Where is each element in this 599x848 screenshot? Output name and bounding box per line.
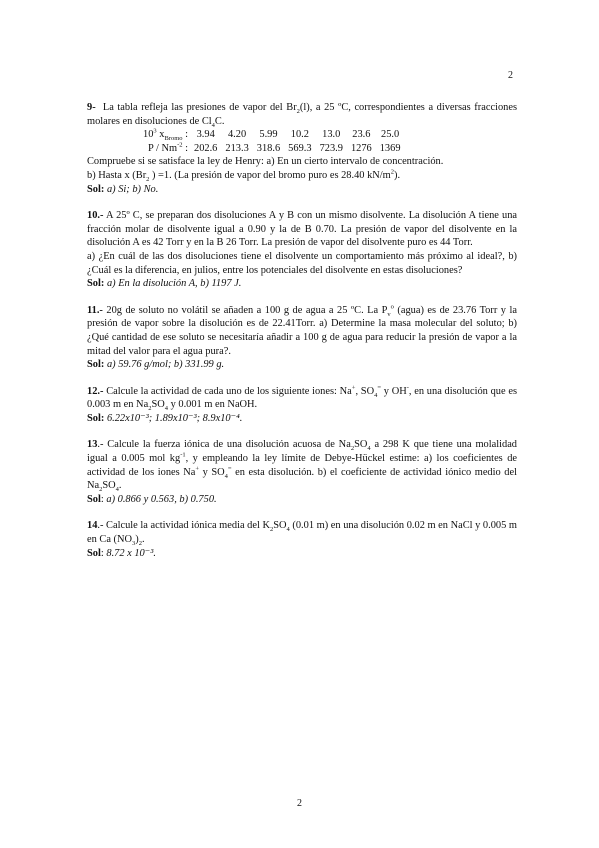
superscript: -1: [180, 451, 186, 459]
problem-number: 13: [87, 439, 98, 451]
solution-label: Sol:: [87, 412, 105, 424]
subscript: 4: [115, 486, 119, 494]
problem-text: ).: [394, 169, 401, 181]
problem-text: en esta disolución. b) el coeficiente de actividad iónico medio del Na: [87, 466, 517, 492]
problem-text: 20g de soluto no volátil se añaden a 100 g de agua a 25 ºC. La P: [106, 304, 388, 316]
solution-value: a) 59.76 g/mol; b) 331.99 g.: [106, 359, 225, 371]
problem-text: , y empleando la ley límite de Debye-Hückel estime: a) los coeficientes de actividad de los iones Na: [87, 453, 517, 478]
problem-11: [87, 304, 517, 372]
table-row-mole-fraction: [139, 128, 405, 142]
table-cell: 318.6: [256, 142, 281, 154]
solution-value: a) En la disolución A, b) 1197 J.: [106, 278, 242, 290]
problem-text: (l), a 25 ºC, correspondientes a diversas fracciones molares en disoluciones de Cl: [87, 102, 517, 127]
table-cell: 23.6: [352, 129, 371, 141]
solution: [87, 547, 517, 561]
table-cell: 25.0: [381, 129, 400, 141]
subscript: v: [387, 310, 391, 318]
problem-text: C.: [214, 115, 225, 127]
table-cell: 1276: [350, 142, 372, 154]
table-row-pressure: [139, 142, 405, 156]
table-cell: 202.6: [194, 142, 218, 154]
subscript: 2: [138, 540, 142, 548]
problem-10-statement: [87, 209, 517, 250]
problem-text: SO: [151, 399, 165, 411]
subscript: 4: [224, 472, 228, 480]
subscript: 3: [132, 540, 136, 548]
problem-number: 14: [87, 520, 98, 532]
superscript: =: [377, 384, 382, 392]
solution-label: Sol:: [87, 359, 105, 371]
problem-text: , SO: [355, 385, 375, 397]
problem-number: 11.-: [87, 304, 103, 316]
problem-text: a) ¿En cuál de las dos disoluciones tiene el disolvente un comportamiento más próximo al ideal?, b) ¿Cuál es la diferencia, en julios, entre los potenciales del disolvente en estas disoluciones?: [87, 250, 517, 276]
label-text: 10: [143, 129, 154, 141]
table-cell: 10.2: [290, 129, 309, 141]
problem-14: [87, 519, 517, 560]
superscript: -: [406, 384, 409, 392]
solution-label: Sol: [87, 547, 101, 559]
solution-colon: :: [100, 547, 107, 559]
subscript: 2: [148, 405, 152, 413]
superscript: 3: [153, 127, 157, 135]
subscript: 2: [269, 526, 274, 534]
problem-text: (0.01 m) en una disolución 0.02 m en NaCl y 0.005 m en Ca (NO: [87, 520, 518, 546]
solution-value: a) 0.866 y 0.563, b) 0.750.: [106, 493, 217, 505]
problem-10: [87, 209, 517, 291]
solution: [87, 358, 517, 372]
problem-text: La tabla refleja las presiones de vapor del Br: [102, 102, 297, 113]
solution: [87, 277, 517, 291]
label-text: x: [156, 129, 165, 141]
problem-text: .- Calcule la actividad iónica media del K: [97, 520, 270, 532]
subscript: 4: [211, 121, 215, 129]
problem-text: b) Hasta x (Br: [87, 169, 147, 181]
solution: [87, 493, 517, 507]
problem-text: ) =1. (La presión de vapor del bromo puro es 28.40 kN/m: [149, 169, 391, 181]
label-text: P / Nm: [148, 142, 178, 154]
vapor-pressure-table: [139, 128, 405, 155]
superscript: 2: [390, 168, 394, 176]
solution-label: Sol:: [87, 278, 105, 290]
problem-text: .: [141, 534, 145, 546]
table-cell: 5.99: [259, 129, 278, 141]
solution: [87, 183, 517, 197]
solution-label: Sol: [87, 493, 101, 505]
page-number-bottom: 2: [297, 798, 302, 809]
solution-value: 8.72 x 10⁻³.: [106, 547, 156, 559]
problem-text: y 0.001 m en NaOH.: [167, 399, 258, 411]
table-cell: 213.3: [225, 142, 249, 154]
problem-text: , en una disolución que es 0.003 m en Na: [87, 385, 517, 411]
superscript: +: [195, 465, 200, 473]
problem-number: 12.-: [87, 385, 104, 397]
problem-text: Calcule la actividad de cada uno de los siguiente iones: Na: [106, 385, 352, 397]
problem-12-statement: [87, 385, 517, 412]
table-cell: 3.94: [196, 129, 215, 141]
problem-text: .- Calcule la fuerza iónica de una disolución acuosa de Na: [97, 439, 351, 451]
problem-text: SO: [354, 439, 368, 451]
superscript: +: [351, 384, 356, 392]
problem-text: A 25º C, se preparan dos disoluciones A y B con un mismo disolvente. La disolución A tiene una fracción molar de disolvente igual a 0.90 y la de B 0.70. La presión de vapor del disolvente en la disolución A es 42 Torr y en la B 26 Torr. La presión de vapor del disolvente puro es 44 Torr.: [87, 210, 518, 249]
subscript: 4: [367, 445, 371, 453]
subscript: 2: [146, 176, 150, 184]
superscript: -2: [177, 141, 183, 149]
problem-text: y SO: [199, 466, 225, 478]
table-cell: 1369: [379, 142, 401, 154]
superscript: o: [390, 303, 394, 311]
subscript: 4: [164, 405, 168, 413]
problem-text: (agua) es de 23.76 Torr y la presión de vapor sobre la disolución es de 22.41Torr. a) Determine la masa molecular del soluto; b) ¿Qué cantidad de ese soluto se necesitaría añadir a 100 g de agua para reducir la presión de vapor a la mitad del valor para el agua pura?.: [87, 304, 517, 357]
solution-value: a) Si; b) No.: [106, 183, 159, 195]
solution-colon: :: [100, 493, 107, 505]
problem-text: Compruebe si se satisface la ley de Henry: a) En un cierto intervalo de concentración.: [87, 156, 444, 168]
table-cell: 13.0: [322, 129, 341, 141]
subscript: 4: [374, 391, 378, 399]
problem-text: .: [118, 480, 122, 492]
label-text: :: [182, 129, 188, 141]
problem-11-statement: [87, 304, 517, 358]
problem-text: SO: [273, 520, 287, 532]
problem-text: a 298 K que tiene una molalidad igual a 0.005 mol kg: [87, 439, 518, 465]
problem-text: y OH: [381, 385, 407, 397]
problem-text: [87, 169, 517, 183]
problem-12: [87, 385, 517, 426]
subscript: 2: [350, 445, 355, 453]
subscript: 4: [286, 526, 290, 534]
table-cell: 569.3: [288, 142, 312, 154]
subscript: 2: [296, 108, 300, 116]
problem-14-statement: [87, 519, 517, 546]
solution-label: Sol:: [87, 183, 105, 195]
problem-text: SO: [102, 480, 116, 492]
problem-number: 9-: [87, 102, 96, 113]
problem-13-statement: [87, 438, 517, 492]
solution: [87, 412, 517, 426]
problem-number: 10.-: [87, 210, 104, 222]
table-cell: 723.9: [319, 142, 343, 154]
page-number-top: 2: [508, 70, 513, 81]
label-text: :: [182, 142, 188, 154]
problem-9: [87, 101, 517, 196]
row-label: [139, 128, 190, 142]
row-label: [139, 142, 190, 156]
table-cell: 4.20: [227, 129, 247, 141]
subscript: Bromo: [164, 135, 183, 143]
problem-list: [87, 101, 517, 573]
problem-9-statement: [87, 101, 517, 128]
problem-text: ): [135, 534, 139, 546]
subscript: 2: [99, 486, 103, 494]
problem-13: [87, 438, 517, 506]
solution-value: 6.22x10⁻³; 1.89x10⁻³; 8.9x10⁻⁴.: [106, 412, 243, 424]
superscript: =: [227, 465, 232, 473]
